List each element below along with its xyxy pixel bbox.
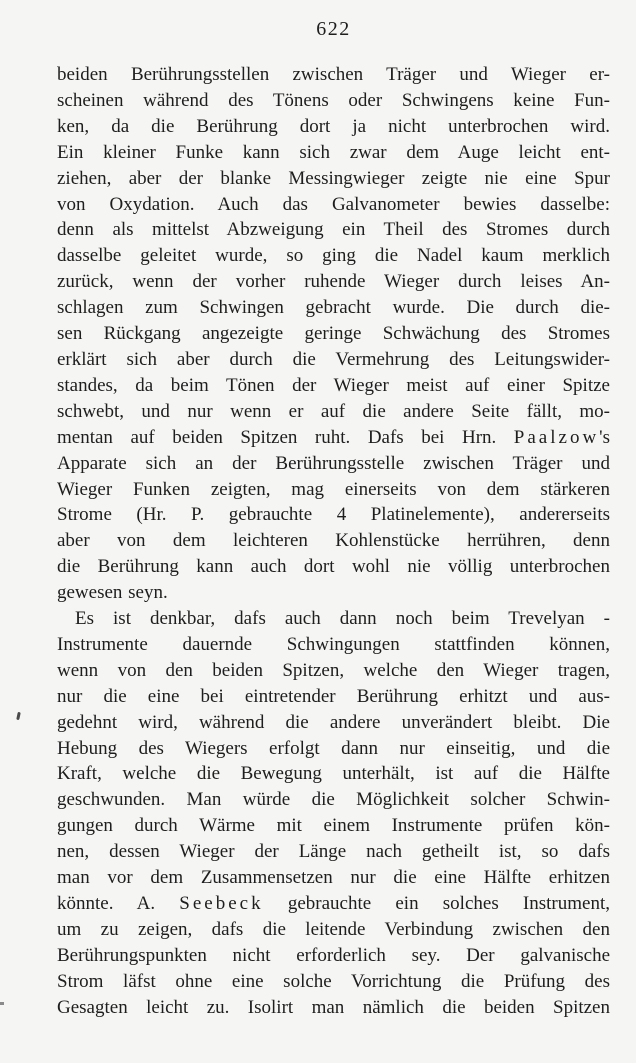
text-line: Es ist denkbar, dafs auch dann noch beim Trevelyan - [75, 608, 610, 630]
text-line: Strom läfst ohne eine solche Vorrichtung die Prüfung des [57, 970, 610, 992]
text-line: man vor dem Zusammensetzen nur die eine Hälfte erhitzen [57, 867, 610, 889]
text-line: ken, da die Berührung dort ja nicht unterbrochen wird. [57, 115, 610, 137]
text-line: gedehnt wird, während die andere unverändert bleibt. Die [57, 711, 610, 733]
paragraph [57, 62, 610, 606]
text-line: scheinen während des Tönens oder Schwingens keine Fun- [57, 89, 610, 111]
scan-speck [16, 712, 21, 720]
text-line: aber von dem leichteren Kohlenstücke herrühren, denn [57, 530, 610, 552]
text-block [57, 62, 610, 1021]
text-line: Berührungspunkten nicht erforderlich sey. Der galvanische [57, 944, 610, 966]
text-line: nur die eine bei eintretender Berührung erhitzt und aus- [57, 685, 610, 707]
text-line: Strome (Hr. P. gebrauchte 4 Platinelemente), andererseits [57, 504, 610, 526]
text-line: schlagen zum Schwingen gebracht wurde. Die durch die- [57, 297, 610, 319]
text-line: Kraft, welche die Bewegung unterhält, ist auf die Hälfte [57, 763, 610, 785]
text-line: wenn von den beiden Spitzen, welche den Wieger tragen, [57, 659, 610, 681]
scan-speck [0, 1002, 4, 1005]
text-line: Ein kleiner Funke kann sich zwar dem Auge leicht ent- [57, 141, 610, 163]
text-line: ziehen, aber der blanke Messingwieger zeigte nie eine Spur [57, 167, 610, 189]
text-line: um zu zeigen, dafs die leitende Verbindung zwischen den [57, 918, 610, 940]
page-number: 622 [316, 18, 351, 40]
text-line: geschwunden. Man würde die Möglichkeit solcher Schwin- [57, 789, 610, 811]
text-line: erklärt sich aber durch die Vermehrung des Leitungswider- [57, 348, 610, 370]
text-line: gewesen seyn. [57, 582, 168, 604]
text-line: Apparate sich an der Berührungsstelle zwischen Träger und [57, 452, 610, 474]
text-line: mentan auf beiden Spitzen ruht. Dafs bei Hrn. Paalzow's [57, 426, 610, 448]
paragraph [57, 606, 610, 1021]
text-line: denn als mittelst Abzweigung ein Theil des Stromes durch [57, 219, 610, 241]
text-line: beiden Berührungsstellen zwischen Träger und Wieger er- [57, 64, 610, 85]
letterspaced-name: Paalzow [513, 426, 600, 448]
text-line: nen, dessen Wieger der Länge nach getheilt ist, so dafs [57, 841, 610, 863]
text-line: dasselbe geleitet wurde, so ging die Nadel kaum merklich [57, 245, 610, 267]
text-line: schwebt, und nur wenn er auf die andere Seite fällt, mo- [57, 400, 610, 422]
text-line: standes, da beim Tönen der Wieger meist auf einer Spitze [57, 374, 610, 396]
letterspaced-name: Seebeck [179, 893, 264, 914]
text-line: gungen durch Wärme mit einem Instrumente prüfen kön- [57, 815, 610, 837]
text-line: sen Rückgang angezeigte geringe Schwächung des Stromes [57, 323, 610, 345]
text-line: die Berührung kann auch dort wohl nie völlig unterbrochen [57, 556, 610, 578]
text-line: Wieger Funken zeigten, mag einerseits von dem stärkeren [57, 478, 610, 500]
text-line: Hebung des Wiegers erfolgt dann nur einseitig, und die [57, 737, 610, 759]
text-line: von Oxydation. Auch das Galvanometer bewies dasselbe: [57, 193, 610, 215]
text-line: zurück, wenn der vorher ruhende Wieger durch leises An- [57, 271, 610, 293]
text-line: könnte. A. Seebeck gebrauchte ein solches Instrument, [57, 893, 610, 914]
text-line: Gesagten leicht zu. Isolirt man nämlich die beiden Spitzen [57, 996, 610, 1018]
text-line: Instrumente dauernde Schwingungen stattfinden können, [57, 633, 610, 655]
